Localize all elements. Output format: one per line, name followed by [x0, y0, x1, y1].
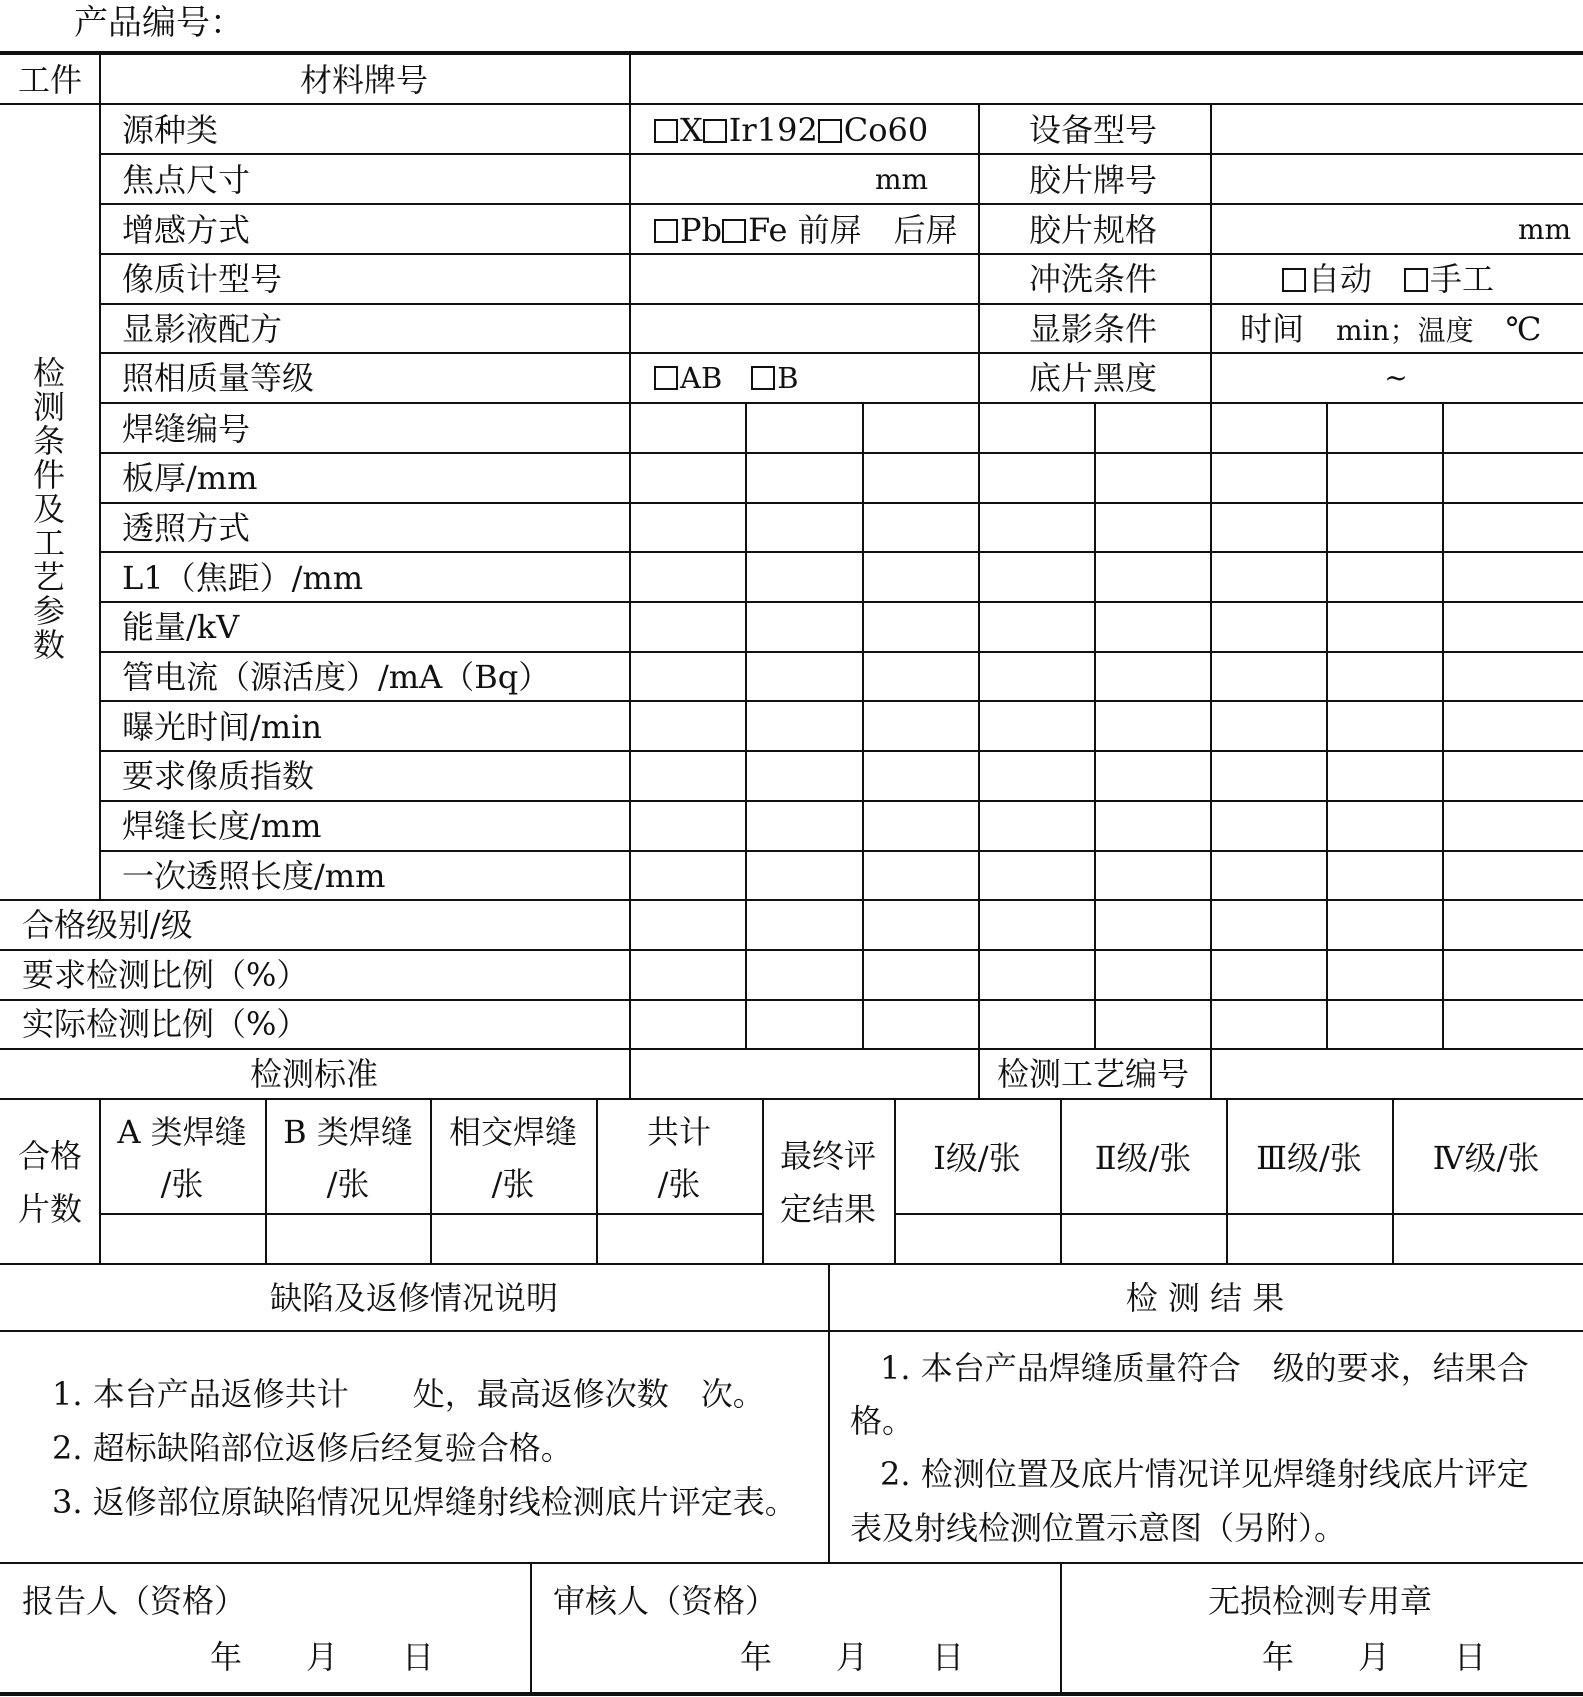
- source-type-options: [654, 111, 929, 149]
- temp-unit: ℃: [1505, 310, 1542, 348]
- option-ab: AB: [680, 361, 723, 395]
- checkbox-pb[interactable]: [654, 219, 678, 243]
- col-rule: [430, 1098, 432, 1263]
- rule: [0, 1330, 1583, 1332]
- workpiece-label: 工件: [17, 61, 83, 99]
- rule: [0, 999, 1583, 1001]
- rule: [100, 153, 1583, 155]
- col-rule: [1094, 402, 1096, 1048]
- rule: [100, 402, 1583, 404]
- checkbox-b[interactable]: [751, 366, 775, 390]
- defects-line-1: 1. 本台产品返修共计 处，最高返修次数 次。: [52, 1375, 765, 1413]
- rule: [100, 800, 1583, 802]
- rule-bottom: [0, 1692, 1583, 1696]
- rule: [100, 750, 1583, 752]
- product-number-label: 产品编号：: [74, 3, 244, 43]
- rule: [0, 1562, 1583, 1564]
- film-spec-unit: mm: [1518, 213, 1572, 246]
- col-rule: [99, 51, 101, 899]
- col-rule: [1442, 402, 1444, 1048]
- col-rule: [629, 51, 631, 1098]
- films-col-b: B 类焊缝: [283, 1113, 413, 1151]
- col-rule: [1392, 1098, 1394, 1263]
- checkbox-manual[interactable]: [1404, 268, 1428, 292]
- col-rule: [978, 402, 980, 1098]
- qualification-row-label: 要求检测比例（%）: [22, 956, 309, 994]
- material-grade-label: 材料牌号: [299, 61, 429, 99]
- results-para-1a: 1. 本台产品焊缝质量符合 级的要求，结果合: [880, 1349, 1529, 1387]
- rule: [100, 601, 1583, 603]
- seal-date: 年 月 日: [1262, 1638, 1487, 1676]
- rule: [100, 303, 1583, 305]
- checkbox-x[interactable]: [654, 119, 678, 143]
- rule: [100, 452, 1583, 454]
- param-row-label: 焊缝长度/mm: [122, 807, 322, 845]
- param-row-label: 要求像质指数: [122, 757, 315, 795]
- defects-line-3: 3. 返修部位原缺陷情况见焊缝射线检测底片评定表。: [52, 1483, 797, 1521]
- film-brand-label: 胶片牌号: [1028, 161, 1158, 199]
- qualified-films-label-1: 合格: [17, 1137, 83, 1175]
- rule: [100, 700, 1583, 702]
- rule-top: [0, 51, 1583, 55]
- grade-1-label: Ⅰ级/张: [933, 1139, 1021, 1177]
- rule: [100, 352, 1583, 354]
- rule: [100, 551, 1583, 553]
- rule: [100, 651, 1583, 653]
- develop-condition-value: [1240, 310, 1542, 348]
- rule: [100, 502, 1583, 504]
- option-fe: Fe: [748, 211, 788, 249]
- option-b: B: [777, 361, 799, 395]
- screen-method-options: [654, 211, 958, 249]
- focal-size-unit: mm: [875, 163, 929, 196]
- quality-level-label: 照相质量等级: [122, 359, 315, 397]
- col-rule: [265, 1098, 267, 1263]
- col-rule: [894, 1098, 896, 1263]
- films-col-intersect-unit: /张: [491, 1165, 535, 1203]
- results-para-2a: 2. 检测位置及底片情况详见焊缝射线底片评定: [880, 1455, 1529, 1493]
- grade-2-label: Ⅱ级/张: [1094, 1139, 1192, 1177]
- col-rule: [1210, 402, 1212, 1098]
- checkbox-ab[interactable]: [654, 366, 678, 390]
- option-x: X: [680, 111, 703, 149]
- param-row-label: L1（焦距）/mm: [122, 559, 364, 597]
- equipment-model-label: 设备型号: [1028, 111, 1158, 149]
- option-manual: 手工: [1430, 260, 1495, 298]
- param-row-label: 焊缝编号: [122, 410, 251, 448]
- col-rule: [530, 1562, 532, 1692]
- final-evaluation-label-1: 最终评: [779, 1137, 877, 1175]
- grade-4-label: Ⅳ级/张: [1432, 1139, 1540, 1177]
- films-col-total-unit: /张: [657, 1165, 701, 1203]
- reporter-date: 年 月 日: [210, 1638, 435, 1676]
- source-type-label: 源种类: [122, 111, 219, 149]
- col-rule: [99, 1098, 101, 1263]
- films-col-a-unit: /张: [160, 1165, 204, 1203]
- quality-level-options: [654, 361, 799, 395]
- results-para-1b: 格。: [850, 1402, 915, 1440]
- back-screen-label: 后屏: [893, 211, 958, 249]
- reporter-label: 报告人（资格）: [22, 1582, 247, 1620]
- col-rule: [1226, 1098, 1228, 1263]
- param-row-label: 能量/kV: [122, 608, 240, 646]
- rule: [0, 1098, 1583, 1100]
- col-rule: [1060, 1562, 1062, 1692]
- option-ir192: Ir192: [728, 111, 818, 149]
- qualification-row-label: 实际检测比例（%）: [22, 1005, 309, 1043]
- col-rule: [762, 1098, 764, 1263]
- qualification-row-label: 合格级别/级: [22, 906, 193, 944]
- focal-size-label: 焦点尺寸: [122, 161, 251, 199]
- param-row-label: 板厚/mm: [122, 459, 258, 497]
- param-row-label: 管电流（源活度）/mA（Bq）: [122, 658, 551, 696]
- grade-3-label: Ⅲ级/张: [1256, 1139, 1362, 1177]
- col-rule: [1210, 103, 1212, 403]
- rule: [0, 949, 1583, 951]
- rule: [0, 1263, 1583, 1265]
- developer-formula-label: 显影液配方: [122, 310, 283, 348]
- procedure-number-label: 检测工艺编号: [996, 1055, 1190, 1093]
- films-col-b-unit: /张: [326, 1165, 370, 1203]
- checkbox-fe[interactable]: [722, 219, 746, 243]
- rule: [0, 103, 1583, 105]
- option-pb: Pb: [680, 211, 723, 249]
- film-density-label: 底片黑度: [1028, 359, 1158, 397]
- defects-title: 缺陷及返修情况说明: [269, 1279, 559, 1317]
- col-rule: [862, 402, 864, 1048]
- develop-time-label: 时间: [1240, 310, 1305, 348]
- section-label-inspection-params: 检测条件及工艺参数: [32, 354, 65, 664]
- rule: [100, 850, 1583, 852]
- rule: [100, 253, 1583, 255]
- reviewer-label: 审核人（资格）: [553, 1582, 778, 1620]
- col-rule: [745, 402, 747, 1048]
- checkbox-co60[interactable]: [818, 119, 842, 143]
- col-rule: [596, 1098, 598, 1263]
- results-title: 检 测 结 果: [1125, 1279, 1285, 1317]
- develop-condition-label: 显影条件: [1028, 310, 1158, 348]
- processing-options: [1282, 260, 1495, 298]
- option-co60: Co60: [843, 111, 929, 149]
- develop-time-temp: min；温度: [1336, 314, 1474, 347]
- col-rule: [1060, 1098, 1062, 1263]
- rule: [0, 899, 1583, 901]
- rule: [0, 1048, 1583, 1050]
- checkbox-ir192[interactable]: [703, 119, 727, 143]
- option-auto: 自动: [1308, 260, 1373, 298]
- processing-condition-label: 冲洗条件: [1028, 260, 1158, 298]
- col-rule: [978, 103, 980, 403]
- standard-label: 检测标准: [249, 1055, 379, 1093]
- defects-line-2: 2. 超标缺陷部位返修后经复验合格。: [52, 1429, 573, 1467]
- col-rule: [828, 1263, 830, 1562]
- screen-method-label: 增感方式: [122, 211, 251, 249]
- film-spec-label: 胶片规格: [1028, 211, 1158, 249]
- param-row-label: 曝光时间/min: [122, 708, 322, 746]
- film-density-separator: ~: [1384, 361, 1408, 394]
- films-col-total: 共计: [646, 1113, 712, 1151]
- front-screen-label: 前屏: [797, 211, 862, 249]
- checkbox-auto[interactable]: [1282, 268, 1306, 292]
- films-col-intersect: 相交焊缝: [448, 1113, 578, 1151]
- iqi-model-label: 像质计型号: [122, 260, 283, 298]
- qualified-films-label-2: 片数: [17, 1190, 83, 1228]
- films-col-a: A 类焊缝: [117, 1113, 247, 1151]
- results-para-2b: 表及射线检测位置示意图（另附）。: [850, 1509, 1347, 1547]
- ndt-seal-label: 无损检测专用章: [1207, 1582, 1433, 1620]
- rule: [895, 1213, 1583, 1215]
- rule: [100, 203, 1583, 205]
- reviewer-date: 年 月 日: [740, 1638, 965, 1676]
- final-evaluation-label-2: 定结果: [779, 1190, 877, 1228]
- param-row-label: 透照方式: [122, 509, 251, 547]
- param-row-label: 一次透照长度/mm: [122, 857, 386, 895]
- col-rule: [1326, 402, 1328, 1048]
